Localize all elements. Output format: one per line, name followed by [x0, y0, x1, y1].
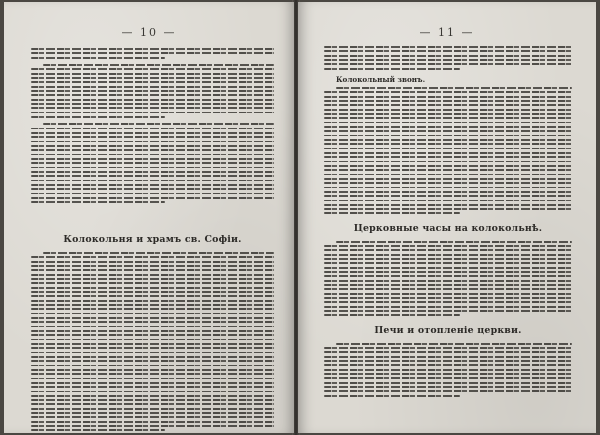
text-line: [324, 68, 460, 70]
text-column: [31, 48, 274, 208]
text-line: [324, 356, 572, 358]
paragraph: [31, 252, 274, 433]
paragraph: [324, 87, 572, 217]
text-line: [31, 116, 165, 118]
text-line: [31, 188, 274, 190]
text-line: [31, 99, 274, 101]
text-line: [324, 178, 572, 180]
text-line: [336, 343, 572, 345]
text-line: [324, 390, 572, 392]
text-line: [336, 241, 572, 243]
text-line: [31, 86, 274, 88]
text-line: [324, 395, 460, 397]
text-line: [31, 261, 274, 263]
text-line: [324, 130, 572, 132]
text-line: [324, 63, 572, 65]
paragraph: [324, 46, 572, 72]
text-line: [324, 293, 572, 295]
text-line: [31, 300, 274, 302]
text-line: [324, 288, 572, 290]
text-line: [31, 171, 274, 173]
text-line: [324, 169, 572, 171]
text-line: [31, 145, 274, 147]
text-line: [324, 386, 572, 388]
text-line: [324, 262, 572, 264]
text-line: [31, 81, 274, 83]
paragraph: [31, 48, 274, 61]
text-line: [31, 167, 274, 169]
text-line: [31, 107, 274, 109]
text-line: [31, 304, 274, 306]
text-line: [31, 308, 274, 310]
text-line: [324, 143, 572, 145]
text-line: [324, 104, 572, 106]
text-line: [324, 373, 572, 375]
text-line: [324, 369, 572, 371]
paragraph: [31, 64, 274, 120]
text-line: [31, 291, 274, 293]
text-line: [324, 135, 572, 137]
text-line: [324, 96, 572, 98]
right-page: [298, 2, 596, 433]
text-line: [324, 139, 572, 141]
text-line: [324, 280, 572, 282]
text-column: [31, 228, 274, 433]
text-line: [324, 212, 460, 214]
text-line: [324, 275, 572, 277]
text-line: [31, 149, 274, 151]
text-line: [324, 377, 572, 379]
text-line: [324, 187, 572, 189]
text-line: [324, 208, 572, 210]
text-line: [324, 182, 572, 184]
text-line: [324, 267, 572, 269]
text-line: [31, 365, 274, 367]
text-line: [324, 245, 572, 247]
text-line: [324, 310, 572, 312]
text-line: [31, 193, 274, 195]
text-line: [31, 399, 274, 401]
text-line: [31, 391, 274, 393]
page-number: — 11 —: [419, 26, 475, 39]
text-line: [324, 165, 572, 167]
text-line: [31, 158, 274, 160]
text-line: [324, 347, 572, 349]
text-line: [43, 123, 274, 125]
text-line: [31, 321, 274, 323]
text-line: [324, 351, 572, 353]
text-line: [31, 90, 274, 92]
text-line: [324, 258, 572, 260]
text-line: [31, 421, 274, 423]
text-line: [31, 112, 274, 114]
text-line: [324, 204, 572, 206]
text-line: [324, 284, 572, 286]
text-line: [31, 162, 274, 164]
text-line: [324, 271, 572, 273]
paragraph: [324, 343, 572, 399]
text-line: [31, 287, 274, 289]
text-line: [31, 416, 274, 418]
text-line: [324, 122, 572, 124]
text-line: [31, 48, 274, 50]
text-line: [43, 252, 274, 254]
text-line: [31, 265, 274, 267]
text-line: [31, 373, 274, 375]
text-line: [31, 201, 165, 203]
text-line: [324, 59, 572, 61]
text-line: [31, 180, 274, 182]
text-line: [324, 55, 572, 57]
text-line: [31, 317, 274, 319]
text-line: [31, 269, 274, 271]
text-line: [31, 57, 165, 59]
text-line: [31, 326, 274, 328]
text-line: [324, 314, 460, 316]
text-line: [31, 77, 274, 79]
text-line: [31, 395, 274, 397]
section-heading: Печи и отопленіе церкви.: [374, 324, 522, 336]
text-line: [31, 343, 274, 345]
text-line: [31, 68, 274, 70]
text-line: [31, 425, 274, 427]
text-line: [31, 73, 274, 75]
text-line: [43, 64, 274, 66]
text-line: [31, 334, 274, 336]
text-line: [31, 330, 274, 332]
text-line: [31, 141, 274, 143]
text-line: [324, 46, 572, 48]
text-line: [31, 128, 274, 130]
text-line: [324, 117, 572, 119]
text-line: [324, 91, 572, 93]
text-line: [324, 195, 572, 197]
text-line: [324, 126, 572, 128]
text-line: [31, 278, 274, 280]
text-line: [324, 254, 572, 256]
text-line: [31, 412, 274, 414]
text-line: [31, 274, 274, 276]
text-line: [324, 50, 572, 52]
text-line: [324, 148, 572, 150]
paragraph: [324, 241, 572, 319]
text-line: [31, 347, 274, 349]
text-line: [324, 161, 572, 163]
text-line: [336, 87, 572, 89]
text-line: [31, 184, 274, 186]
text-line: [31, 378, 274, 380]
text-line: [31, 175, 274, 177]
page-number: — 10 —: [121, 26, 177, 39]
text-line: [31, 295, 274, 297]
paragraph: [31, 123, 274, 205]
section-heading: Церковные часы на колокольнѣ.: [353, 222, 543, 234]
text-line: [324, 249, 572, 251]
text-line: [324, 301, 572, 303]
text-line: [324, 200, 572, 202]
text-line: [31, 94, 274, 96]
text-line: [31, 403, 274, 405]
text-line: [324, 364, 572, 366]
left-page: [4, 2, 294, 433]
text-line: [31, 52, 274, 54]
text-line: [324, 306, 572, 308]
text-line: [324, 100, 572, 102]
text-line: [324, 174, 572, 176]
text-line: [324, 360, 572, 362]
text-line: [31, 103, 274, 105]
text-column: [324, 46, 572, 402]
text-line: [31, 408, 274, 410]
text-line: [324, 152, 572, 154]
text-line: [324, 113, 572, 115]
text-line: [31, 136, 274, 138]
text-line: [324, 191, 572, 193]
text-line: [31, 132, 274, 134]
text-line: [31, 339, 274, 341]
text-line: [31, 356, 274, 358]
text-line: [324, 382, 572, 384]
text-line: [324, 156, 572, 158]
text-line: [31, 313, 274, 315]
text-line: [31, 360, 274, 362]
text-line: [31, 352, 274, 354]
text-line: [31, 429, 165, 431]
text-line: [31, 382, 274, 384]
text-line: [31, 197, 274, 199]
text-line: [324, 297, 572, 299]
text-line: [31, 369, 274, 371]
text-line: [31, 282, 274, 284]
text-line: [31, 386, 274, 388]
text-line: [31, 256, 274, 258]
text-line: [31, 154, 274, 156]
section-heading: Колокольный звонъ.: [336, 74, 426, 84]
section-heading: Колокольня и храмъ св. Софіи.: [63, 234, 242, 245]
text-line: [324, 109, 572, 111]
